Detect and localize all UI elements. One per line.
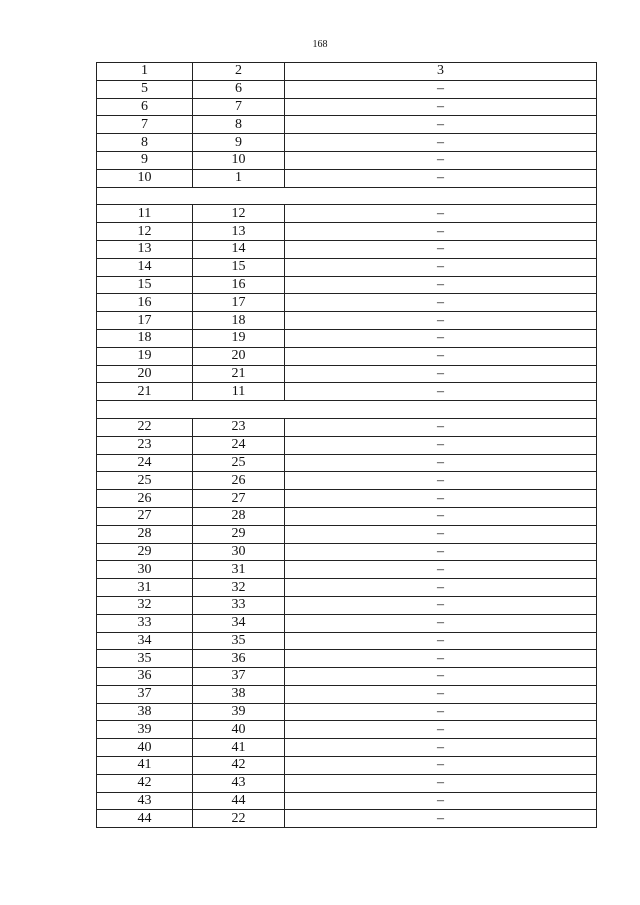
cell-col-3: – [285,507,597,525]
table-row [97,365,597,383]
table-row [97,294,597,312]
cell-col-3: – [285,80,597,98]
cell-col-1: 14 [97,258,193,276]
column-header: 3 [285,63,597,81]
cell-col-2: 40 [193,721,285,739]
cell-col-1: 36 [97,668,193,686]
cell-col-3: – [285,792,597,810]
cell-col-2: 28 [193,507,285,525]
cell-col-1: 16 [97,294,193,312]
table-row [97,596,597,614]
cell-col-1: 10 [97,169,193,187]
table-row [97,792,597,810]
cell-col-2: 24 [193,436,285,454]
table-row [97,329,597,347]
cell-col-3: – [285,490,597,508]
cell-col-2: 31 [193,561,285,579]
cell-col-2: 14 [193,240,285,258]
cell-col-2: 44 [193,792,285,810]
table-body [97,63,597,828]
table-row [97,151,597,169]
cell-col-1: 34 [97,632,193,650]
table-row [97,490,597,508]
cell-col-1: 44 [97,810,193,828]
cell-col-3: – [285,365,597,383]
table-row [97,685,597,703]
group-separator-cell [97,401,597,419]
cell-col-1: 7 [97,116,193,134]
cell-col-3: – [285,151,597,169]
cell-col-1: 39 [97,721,193,739]
cell-col-2: 20 [193,347,285,365]
cell-col-1: 28 [97,525,193,543]
table-row [97,134,597,152]
cell-col-2: 35 [193,632,285,650]
group-separator-row [97,401,597,419]
cell-col-3: – [285,98,597,116]
cell-col-2: 29 [193,525,285,543]
cell-col-2: 32 [193,579,285,597]
table-row [97,80,597,98]
cell-col-1: 38 [97,703,193,721]
cell-col-2: 26 [193,472,285,490]
table-row [97,276,597,294]
cell-col-2: 18 [193,312,285,330]
cell-col-3: – [285,596,597,614]
table-row [97,650,597,668]
group-separator-row [97,187,597,205]
cell-col-1: 18 [97,329,193,347]
cell-col-1: 33 [97,614,193,632]
cell-col-3: – [285,454,597,472]
table-row [97,454,597,472]
cell-col-3: – [285,418,597,436]
cell-col-1: 15 [97,276,193,294]
cell-col-3: – [285,650,597,668]
cell-col-3: – [285,774,597,792]
cell-col-3: – [285,525,597,543]
cell-col-2: 23 [193,418,285,436]
cell-col-2: 38 [193,685,285,703]
table-row [97,739,597,757]
cell-col-3: – [285,579,597,597]
cell-col-2: 36 [193,650,285,668]
cell-col-1: 29 [97,543,193,561]
cell-col-2: 15 [193,258,285,276]
table-row [97,205,597,223]
cell-col-1: 41 [97,757,193,775]
table-row [97,223,597,241]
cell-col-1: 8 [97,134,193,152]
cell-col-3: – [285,223,597,241]
cell-col-2: 37 [193,668,285,686]
cell-col-3: – [285,329,597,347]
cell-col-1: 31 [97,579,193,597]
cell-col-1: 32 [97,596,193,614]
cell-col-1: 21 [97,383,193,401]
cell-col-2: 39 [193,703,285,721]
table-row [97,810,597,828]
cell-col-3: – [285,276,597,294]
cell-col-1: 6 [97,98,193,116]
cell-col-3: – [285,810,597,828]
cell-col-2: 19 [193,329,285,347]
cell-col-3: – [285,294,597,312]
cell-col-2: 11 [193,383,285,401]
cell-col-2: 12 [193,205,285,223]
cell-col-1: 23 [97,436,193,454]
table-row [97,525,597,543]
group-separator-cell [97,187,597,205]
cell-col-1: 22 [97,418,193,436]
cell-col-2: 30 [193,543,285,561]
cell-col-3: – [285,205,597,223]
cell-col-2: 17 [193,294,285,312]
cell-col-1: 13 [97,240,193,258]
cell-col-1: 19 [97,347,193,365]
table-row [97,312,597,330]
cell-col-2: 7 [193,98,285,116]
cell-col-3: – [285,347,597,365]
table-row [97,507,597,525]
cell-col-2: 43 [193,774,285,792]
table-row [97,436,597,454]
table-row [97,703,597,721]
cell-col-3: – [285,757,597,775]
cell-col-3: – [285,703,597,721]
cell-col-2: 21 [193,365,285,383]
cell-col-1: 24 [97,454,193,472]
cell-col-1: 42 [97,774,193,792]
table-row [97,240,597,258]
table-row [97,757,597,775]
cell-col-1: 37 [97,685,193,703]
table-row [97,774,597,792]
cell-col-1: 9 [97,151,193,169]
table-row [97,561,597,579]
cell-col-1: 40 [97,739,193,757]
column-header: 1 [97,63,193,81]
cell-col-2: 16 [193,276,285,294]
table-row [97,258,597,276]
cell-col-3: – [285,561,597,579]
table-row [97,418,597,436]
table-row [97,614,597,632]
cell-col-2: 8 [193,116,285,134]
cell-col-1: 35 [97,650,193,668]
table-row [97,169,597,187]
cell-col-2: 42 [193,757,285,775]
cell-col-1: 43 [97,792,193,810]
table-row [97,579,597,597]
cell-col-3: – [285,543,597,561]
cell-col-3: – [285,436,597,454]
cell-col-2: 27 [193,490,285,508]
cell-col-3: – [285,739,597,757]
cell-col-2: 6 [193,80,285,98]
cell-col-2: 25 [193,454,285,472]
cell-col-3: – [285,116,597,134]
cell-col-2: 34 [193,614,285,632]
cell-col-1: 30 [97,561,193,579]
table-row [97,116,597,134]
cell-col-2: 22 [193,810,285,828]
cell-col-1: 20 [97,365,193,383]
cell-col-3: – [285,383,597,401]
table-header-row [97,63,597,81]
cell-col-3: – [285,668,597,686]
cell-col-3: – [285,258,597,276]
cell-col-3: – [285,472,597,490]
cell-col-2: 9 [193,134,285,152]
cell-col-3: – [285,685,597,703]
table-row [97,98,597,116]
cell-col-3: – [285,169,597,187]
table-row [97,472,597,490]
cell-col-3: – [285,721,597,739]
cell-col-2: 33 [193,596,285,614]
table-row [97,632,597,650]
cell-col-2: 1 [193,169,285,187]
cell-col-1: 27 [97,507,193,525]
cell-col-1: 5 [97,80,193,98]
cell-col-1: 26 [97,490,193,508]
data-table [96,62,597,828]
table-row [97,347,597,365]
cell-col-1: 11 [97,205,193,223]
cell-col-3: – [285,134,597,152]
column-header: 2 [193,63,285,81]
cell-col-1: 25 [97,472,193,490]
table-row [97,543,597,561]
table-row [97,721,597,739]
cell-col-1: 17 [97,312,193,330]
cell-col-1: 12 [97,223,193,241]
cell-col-3: – [285,312,597,330]
cell-col-2: 41 [193,739,285,757]
cell-col-3: – [285,614,597,632]
cell-col-2: 13 [193,223,285,241]
table-row [97,668,597,686]
cell-col-3: – [285,240,597,258]
cell-col-3: – [285,632,597,650]
page-number: 168 [312,39,328,50]
cell-col-2: 10 [193,151,285,169]
table-row [97,383,597,401]
